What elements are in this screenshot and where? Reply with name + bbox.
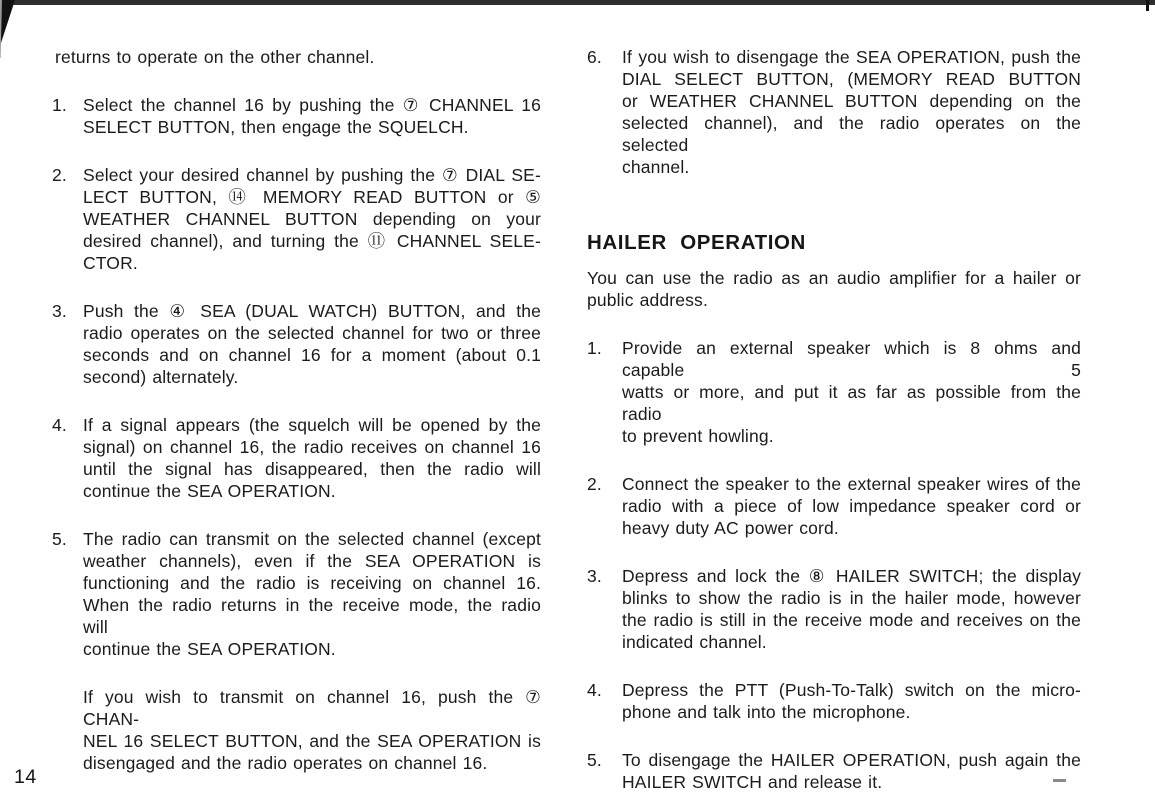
list-item [52, 94, 541, 138]
text-line: signal) on channel 16, the radio receives on channel 16 [83, 437, 541, 457]
text-line: You can use the radio as an audio amplifier for a hailer or [587, 268, 1081, 288]
text-line: radio with a piece of low impedance speaker cord or [622, 496, 1081, 516]
text-line: SELECT BUTTON, then engage the SQUELCH. [83, 117, 469, 137]
text-line: DIAL SELECT BUTTON, (MEMORY READ BUTTON [622, 69, 1081, 89]
text-line: HAILER SWITCH and release it. [622, 772, 883, 792]
left-column [52, 46, 541, 774]
item-number: 4. [587, 680, 602, 700]
page-number: 14 [14, 766, 37, 788]
text-line: Depress the PTT (Push-To-Talk) switch on the micro- [622, 680, 1081, 700]
list-item [587, 473, 1081, 539]
section-heading: HAILER OPERATION [587, 231, 806, 254]
right-column [587, 46, 1081, 793]
text-line: continue the SEA OPERATION. [83, 481, 336, 501]
list-item [52, 164, 541, 274]
list-item [587, 679, 1081, 723]
text-line: the radio is still in the receive mode and receives on the [622, 610, 1081, 630]
section-intro [587, 267, 1081, 311]
list-item [587, 565, 1081, 653]
item-number: 6. [587, 47, 602, 67]
item-number: 1. [587, 338, 602, 358]
text-line: When the radio returns in the receive mode, the radio will [83, 595, 541, 637]
text-line: to prevent howling. [622, 426, 774, 446]
text-line: If you wish to transmit on channel 16, push the ⑦ CHAN- [83, 687, 541, 729]
list-item [52, 300, 541, 388]
scan-artifact-corner-triangle [0, 0, 15, 46]
text-line: Select the channel 16 by pushing the ⑦ CHANNEL 16 [83, 95, 541, 115]
text-line: WEATHER CHANNEL BUTTON depending on your [83, 209, 541, 229]
text-line: desired channel), and turning the ⑪ CHANNEL SELE- [83, 231, 541, 251]
text-line: CTOR. [83, 253, 138, 273]
text-line: Provide an external speaker which is 8 ohms and capable 5 [622, 338, 1081, 380]
list-item [52, 414, 541, 502]
text-line: until the signal has disappeared, then the radio will [83, 459, 541, 479]
text-line: second) alternately. [83, 367, 239, 387]
text-line: The radio can transmit on the selected channel (except [83, 529, 541, 549]
item-number: 3. [52, 301, 67, 321]
text-line: radio operates on the selected channel for two or three [83, 323, 541, 343]
text-line: selected channel), and the radio operates on the selected [622, 113, 1081, 155]
item-number: 1. [52, 95, 67, 115]
text-line: or WEATHER CHANNEL BUTTON depending on the [622, 91, 1081, 111]
item-number: 5. [52, 529, 67, 549]
text-line: channel. [622, 157, 690, 177]
text-line: public address. [587, 290, 708, 310]
continuation-paragraph [83, 686, 541, 774]
text-line: disengaged and the radio operates on channel 16. [83, 753, 488, 773]
list-item [587, 46, 1081, 178]
text-line: seconds and on channel 16 for a moment (about 0.1 [83, 345, 541, 365]
text-line: phone and talk into the microphone. [622, 702, 911, 722]
item-number: 2. [52, 165, 67, 185]
text-line: Depress and lock the ⑧ HAILER SWITCH; the display [622, 566, 1081, 586]
text-line: watts or more, and put it as far as possible from the radio [622, 382, 1081, 424]
text-line: If a signal appears (the squelch will be opened by the [83, 415, 541, 435]
text-line: continue the SEA OPERATION. [83, 639, 336, 659]
text-line: If you wish to disengage the SEA OPERATION, push the [622, 47, 1081, 67]
text-line: functioning and the radio is receiving on channel 16. [83, 573, 541, 593]
list-item [587, 749, 1081, 793]
list-item [587, 337, 1081, 447]
item-number: 3. [587, 566, 602, 586]
text-line: heavy duty AC power cord. [622, 518, 839, 538]
text-line: Push the ④ SEA (DUAL WATCH) BUTTON, and the [83, 301, 541, 321]
text-line: To disengage the HAILER OPERATION, push again the [622, 750, 1081, 770]
text-line: Select your desired channel by pushing the ⑦ DIAL SE- [83, 165, 541, 185]
text-line: Connect the speaker to the external speaker wires of the [622, 474, 1081, 494]
text-line: LECT BUTTON, ⑭ MEMORY READ BUTTON or ⑤ [83, 187, 541, 207]
text-line: NEL 16 SELECT BUTTON, and the SEA OPERATION is [83, 731, 541, 751]
item-number: 2. [587, 474, 602, 494]
scan-artifact-top-bar [0, 0, 1155, 5]
text-line: weather channels), even if the SEA OPERATION is [83, 551, 541, 571]
item-number: 4. [52, 415, 67, 435]
scan-artifact-right-tick [1146, 0, 1149, 11]
intro-text: returns to operate on the other channel. [55, 47, 375, 67]
list-item [52, 528, 541, 660]
item-number: 5. [587, 750, 602, 770]
text-line: blinks to show the radio is in the hailer mode, however [622, 588, 1081, 608]
text-line: indicated channel. [622, 632, 767, 652]
